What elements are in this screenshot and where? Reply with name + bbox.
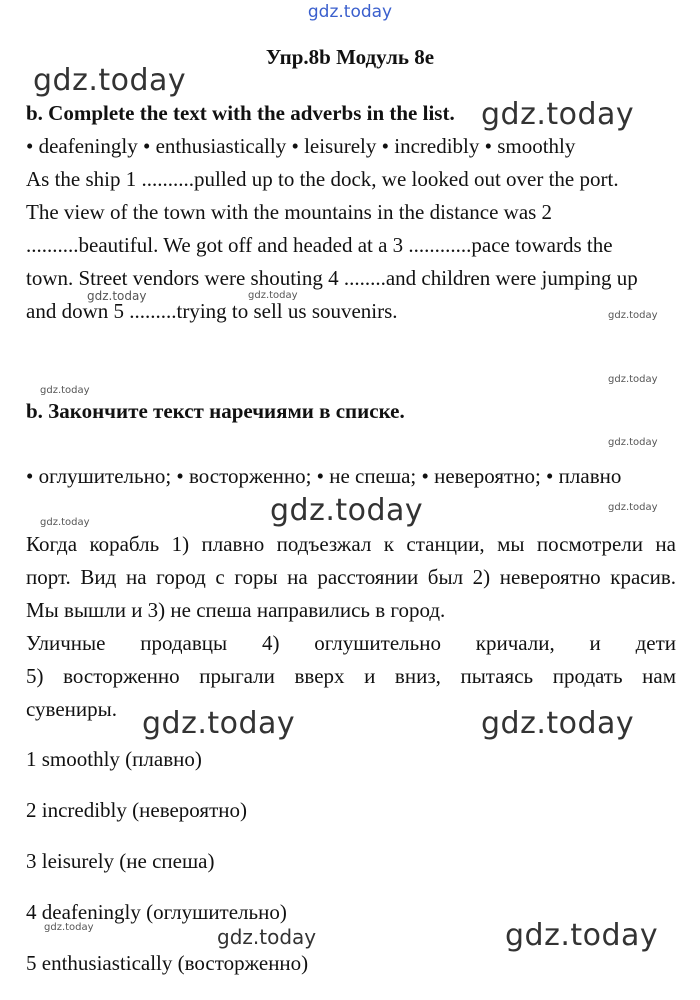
watermark-small: gdz.today — [40, 385, 90, 396]
russian-word-list: • оглушительно; • восторженно; • не спеша; • невероятно; • плавно — [26, 464, 622, 488]
watermark-small: gdz.today — [608, 310, 658, 321]
english-text-line: As the ship 1 ..........pulled up to the dock, we looked out over the port. — [26, 167, 619, 191]
watermark: gdz.today — [481, 706, 635, 741]
answer-item: 3 leisurely (не спеша) — [26, 849, 215, 873]
watermark: gdz.today — [33, 63, 187, 98]
english-text-line: town. Street vendors were shouting 4 ........and children were jumping up — [26, 266, 638, 290]
russian-text-line: Уличные продавцы 4) оглушительно кричали, и дети — [26, 631, 676, 655]
english-text-line: and down 5 .........trying to sell us souvenirs. — [26, 299, 398, 323]
watermark-small: gdz.today — [44, 922, 94, 933]
russian-text-line: Когда корабль 1) плавно подъезжал к станции, мы посмотрели на — [26, 532, 676, 556]
watermark: gdz.today — [217, 925, 317, 949]
answer-item: 1 smoothly (плавно) — [26, 747, 202, 771]
russian-instruction: b. Закончите текст наречиями в списке. — [26, 399, 405, 423]
answer-item: 5 enthusiastically (восторженно) — [26, 951, 309, 975]
watermark-small: gdz.today — [608, 374, 658, 385]
english-word-list: • deafeningly • enthusiastically • leisurely • incredibly • smoothly — [26, 134, 576, 158]
watermark-small: gdz.today — [248, 290, 298, 301]
russian-text-line: сувениры. — [26, 697, 117, 721]
page-title: Упр.8b Модуль 8е — [265, 45, 435, 69]
watermark: gdz.today — [142, 706, 296, 741]
answer-item: 2 incredibly (невероятно) — [26, 798, 247, 822]
watermark-small: gdz.today — [40, 517, 90, 528]
watermark: gdz.today — [270, 493, 424, 528]
watermark-small: gdz.today — [608, 502, 658, 513]
watermark: gdz.today — [481, 97, 635, 132]
english-text-line: ..........beautiful. We got off and headed at a 3 ............pace towards the — [26, 233, 613, 257]
answer-item: 4 deafeningly (оглушительно) — [26, 900, 287, 924]
russian-text-line: порт. Вид на город с горы на расстоянии был 2) невероятно красив. — [26, 565, 676, 589]
watermark-small: gdz.today — [87, 289, 147, 303]
english-instruction: b. Complete the text with the adverbs in the list. — [26, 101, 455, 125]
russian-text-line: Мы вышли и 3) не спеша направились в город. — [26, 598, 446, 622]
watermark: gdz.today — [505, 918, 659, 953]
watermark-small: gdz.today — [608, 437, 658, 448]
english-text-line: The view of the town with the mountains in the distance was 2 — [26, 200, 553, 224]
watermark-top: gdz.today — [307, 2, 393, 22]
russian-text-line: 5) восторженно прыгали вверх и вниз, пытаясь продать нам — [26, 664, 676, 688]
